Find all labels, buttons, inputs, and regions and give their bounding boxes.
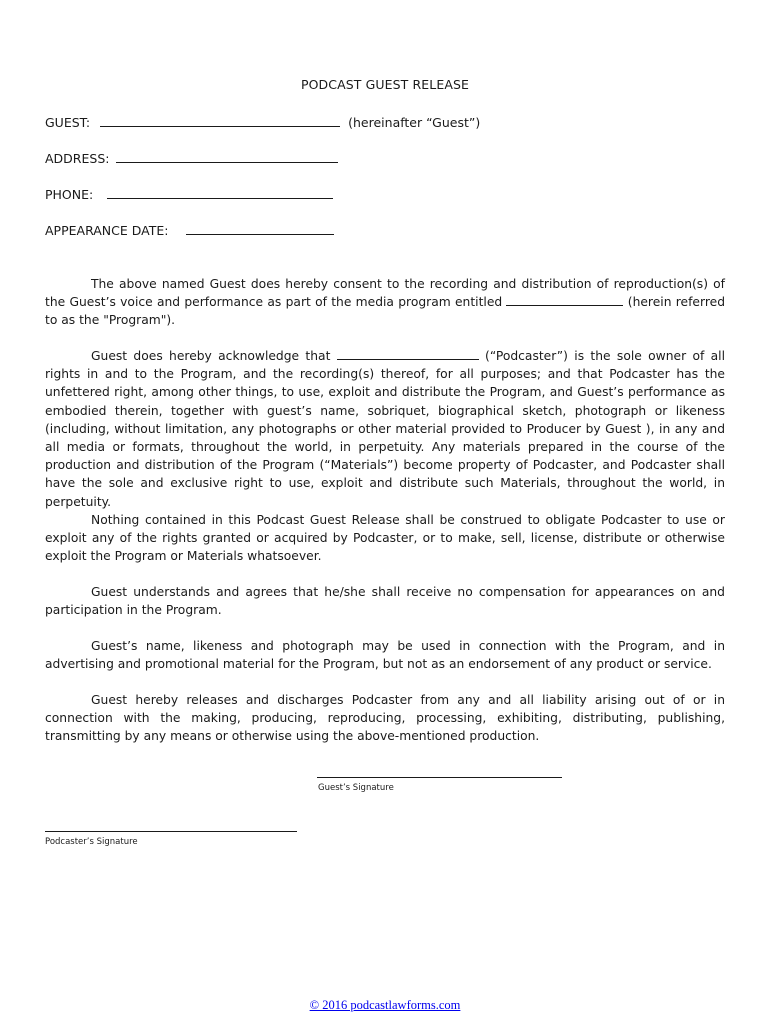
paragraph-compensation-text: Guest understands and agrees that he/she shall receive no compensation for appearances on and participation in the Program.	[45, 585, 725, 618]
document-title: PODCAST GUEST RELEASE	[300, 77, 470, 92]
address-field	[45, 150, 338, 166]
appearance-date-field	[45, 222, 334, 238]
podcaster-signature-label: Podcaster’s Signature	[45, 837, 138, 847]
address-blank-line	[116, 150, 338, 163]
footer	[0, 998, 770, 1013]
paragraph-release-text: Guest hereby releases and discharges Podcaster from any and all liability arising out of or in connection with the making, producing, reproducing, processing, exhibiting, distributing, publishing, transmitting by any means or otherwise using the above-mentioned production.	[45, 693, 725, 744]
address-label: ADDRESS:	[45, 151, 110, 166]
guest-suffix: (hereinafter “Guest”)	[348, 115, 481, 130]
appearance-date-blank-line	[186, 222, 334, 235]
program-title-blank	[506, 293, 623, 306]
paragraph-ownership-text-b: (“Podcaster”) is the sole owner of all rights in and to the Program, and the recording(s) thereof, for all purposes; and that Podcaster has the unfettered right, among other things, to use, exploit and distribute the Program, and Guest’s performance as embodied therein, together with guest’s name, sobriquet, biographical sketch, photograph or likeness (including, without limitation, any photographs or other material provided to Producer by Guest ), in any and all media or formats, throughout the world, in perpetuity. Any materials prepared in the course of the production and distribution of the Program (“Materials”) become property of Podcaster, and Podcaster shall have the sole and exclusive right to use, exploit and distribute such Materials, throughout the world, in perpetuity.	[45, 349, 725, 509]
paragraph-compensation	[45, 583, 725, 619]
paragraph-likeness	[45, 637, 725, 673]
paragraph-consent-text-b: (herein referred to as the "Program").	[45, 295, 725, 328]
paragraph-consent-text-a: The above named Guest does hereby consent to the recording and distribution of reproduction(s) of the Guest’s voice and performance as part of the media program entitled	[45, 277, 725, 310]
guest-blank-line	[100, 114, 340, 127]
podcaster-name-blank	[337, 347, 479, 360]
phone-field	[45, 186, 333, 202]
paragraph-consent	[45, 275, 725, 330]
guest-signature-label: Guest’s Signature	[318, 783, 394, 793]
phone-blank-line	[107, 186, 333, 199]
paragraph-release	[45, 691, 725, 746]
guest-label: GUEST:	[45, 115, 91, 130]
appearance-date-label: APPEARANCE DATE:	[45, 223, 169, 238]
guest-field	[45, 114, 480, 130]
paragraph-no-obligation	[45, 511, 725, 566]
podcaster-signature-line	[45, 831, 297, 832]
paragraph-ownership-text-a: Guest does hereby acknowledge that	[91, 349, 331, 363]
phone-label: PHONE:	[45, 187, 94, 202]
guest-signature-line	[317, 777, 562, 778]
paragraph-no-obligation-text: Nothing contained in this Podcast Guest Release shall be construed to obligate Podcaster to use or exploit any of the rights granted or acquired by Podcaster, or to make, sell, license, distribute or otherwise exploit the Program or Materials whatsoever.	[45, 513, 725, 564]
footer-copyright-link[interactable]: © 2016 podcastlawforms.com	[309, 998, 461, 1012]
paragraph-ownership	[45, 347, 725, 511]
paragraph-likeness-text: Guest’s name, likeness and photograph may be used in connection with the Program, and in advertising and promotional material for the Program, but not as an endorsement of any product or service.	[45, 639, 725, 672]
